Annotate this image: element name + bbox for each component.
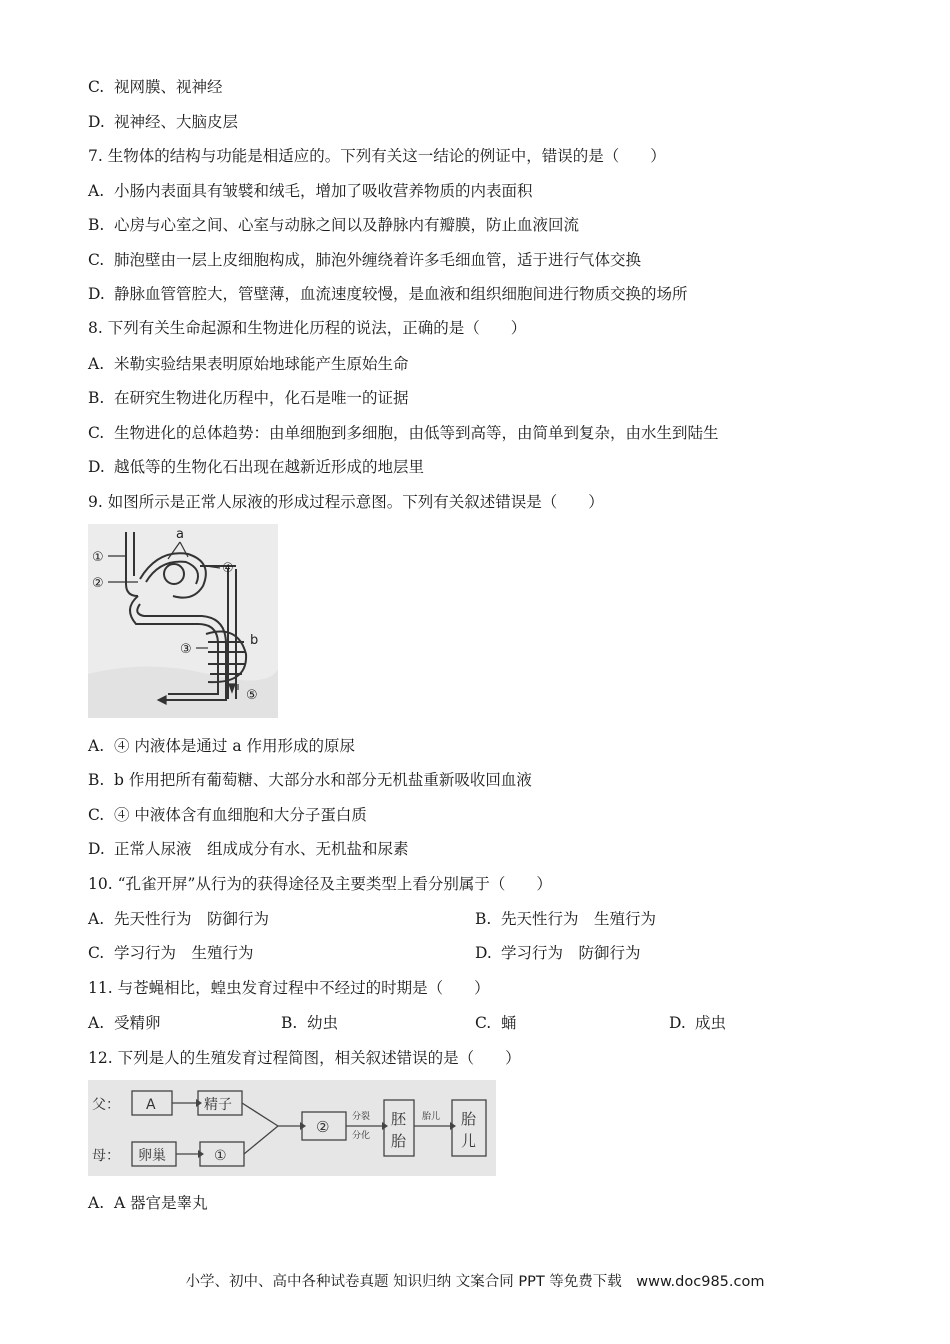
label-4: ④ [222, 561, 234, 576]
label-sperm: 精子 [204, 1097, 232, 1113]
reproduction-flow-diagram [88, 1080, 496, 1176]
label-father: 父： [92, 1097, 120, 1113]
q7-option-d: D. 静脉血管管腔大，管壁薄，血流速度较慢，是血液和组织细胞间进行物质交换的场所 [88, 285, 688, 303]
q11-option-d: D. 成虫 [669, 1014, 727, 1032]
label-mother: 母： [92, 1148, 120, 1164]
label-embryo-2: 胎 [391, 1132, 407, 1150]
q10-option-b: B. 先天性行为 生殖行为 [475, 910, 657, 928]
label-organ-a: A [146, 1097, 156, 1113]
page-footer: 小学、初中、高中各种试卷真题 知识归纳 文案合同 PPT 等免费下载 www.doc985.com [185, 1274, 765, 1290]
label-fetus-arrow: 胎儿 [422, 1112, 441, 1122]
label-3: ③ [180, 642, 192, 657]
q11-option-a: A. 受精卵 [88, 1014, 161, 1032]
label-fetus-1: 胎 [461, 1110, 477, 1128]
q11-option-b: B. 幼虫 [281, 1014, 339, 1032]
q8-option-a: A. 米勒实验结果表明原始地球能产生原始生命 [88, 355, 409, 373]
q7-option-a: A. 小肠内表面具有皱襞和绒毛，增加了吸收营养物质的内表面积 [88, 182, 533, 200]
reproduction-figure [88, 1080, 496, 1176]
label-split: 分裂 [352, 1112, 371, 1122]
nephron-figure [88, 524, 278, 718]
q10-option-c: C. 学习行为 生殖行为 [88, 944, 254, 962]
q9-option-c: C. ④ 中液体含有血细胞和大分子蛋白质 [88, 806, 367, 824]
q7-option-c: C. 肺泡壁由一层上皮细胞构成，肺泡外缠绕着许多毛细血管，适于进行气体交换 [88, 251, 642, 269]
label-fetus-2: 儿 [461, 1132, 477, 1150]
q8-option-d: D. 越低等的生物化石出现在越新近形成的地层里 [88, 458, 425, 476]
q6-option-d: D. 视神经、大脑皮层 [88, 113, 239, 131]
label-1: ① [214, 1148, 227, 1164]
q9-option-b: B. b 作用把所有葡萄糖、大部分水和部分无机盐重新吸收回血液 [88, 771, 532, 789]
q10-option-a: A. 先天性行为 防御行为 [88, 910, 270, 928]
nephron-diagram [88, 524, 278, 718]
q11-stem: 11. 与苍蝇相比，蝗虫发育过程中不经过的时期是（ ） [88, 979, 490, 997]
q8-stem: 8. 下列有关生命起源和生物进化历程的说法，正确的是（ ） [88, 319, 527, 337]
label-1: ① [92, 550, 104, 565]
q6-option-c: C. 视网膜、视神经 [88, 78, 223, 96]
q12-stem: 12. 下列是人的生殖发育过程简图，相关叙述错误的是（ ） [88, 1049, 521, 1067]
label-2: ② [316, 1118, 330, 1136]
label-ovary: 卵巢 [138, 1148, 166, 1164]
label-b: b [250, 633, 259, 648]
q9-option-a: A. ④ 内液体是通过 a 作用形成的原尿 [88, 737, 356, 755]
q8-option-c: C. 生物进化的总体趋势：由单细胞到多细胞，由低等到高等，由简单到复杂，由水生到陆生 [88, 424, 719, 442]
label-5: ⑤ [246, 688, 258, 703]
q8-option-b: B. 在研究生物进化历程中，化石是唯一的证据 [88, 389, 409, 407]
q11-option-c: C. 蛹 [475, 1014, 517, 1032]
label-embryo-1: 胚 [391, 1110, 407, 1128]
q9-stem: 9. 如图所示是正常人尿液的形成过程示意图。下列有关叙述错误是（ ） [88, 493, 604, 511]
q10-stem: 10. “孔雀开屏”从行为的获得途径及主要类型上看分别属于（ ） [88, 875, 552, 893]
q10-option-d: D. 学习行为 防御行为 [475, 944, 641, 962]
q7-stem: 7. 生物体的结构与功能是相适应的。下列有关这一结论的例证中，错误的是（ ） [88, 147, 666, 165]
label-2: ② [92, 576, 104, 591]
q7-option-b: B. 心房与心室之间、心室与动脉之间以及静脉内有瓣膜，防止血液回流 [88, 216, 580, 234]
q12-option-a: A. A 器官是睾丸 [88, 1194, 208, 1212]
label-a: a [176, 527, 184, 542]
label-differentiate: 分化 [352, 1131, 371, 1141]
q9-option-d: D. 正常人尿液 组成成分有水、无机盐和尿素 [88, 840, 409, 858]
